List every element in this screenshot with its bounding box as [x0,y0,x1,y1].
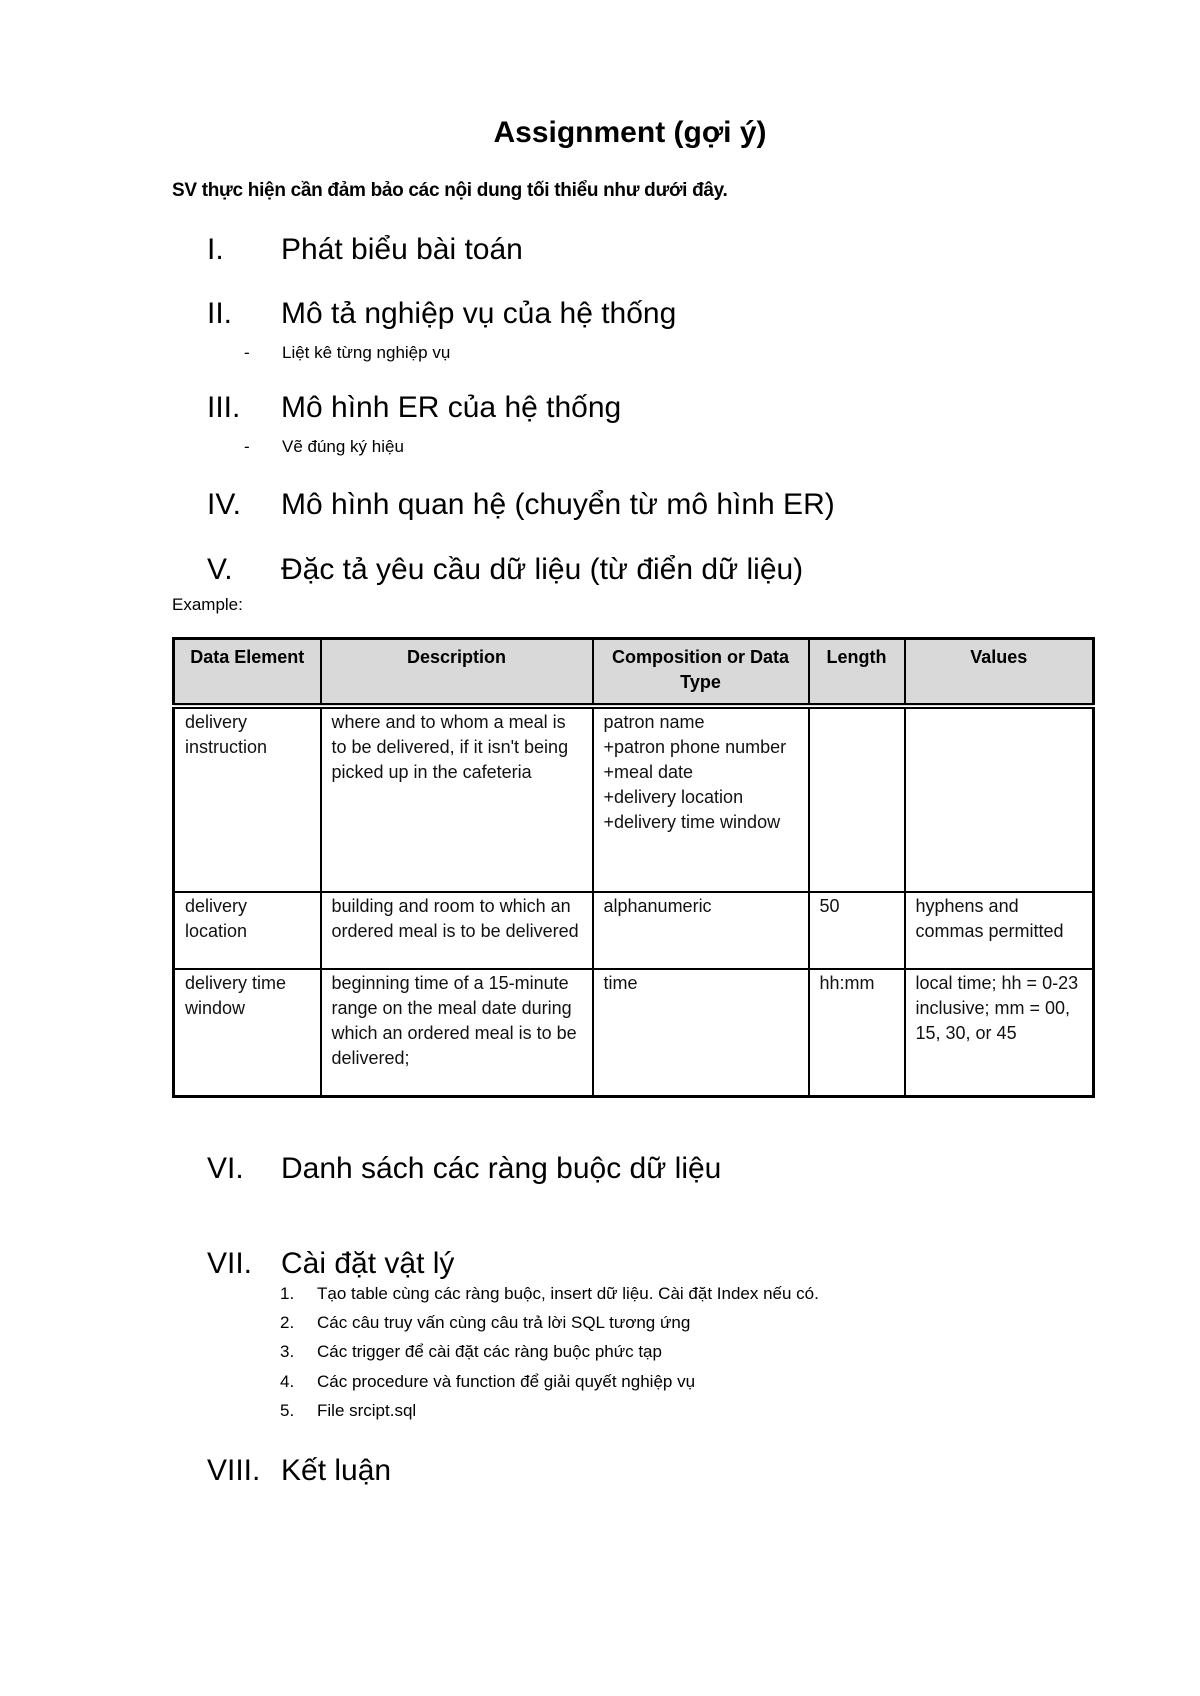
column-header: Data Element [174,639,321,707]
section-number: II. [207,297,233,330]
composition-item: +meal date [603,762,694,782]
section-label: Mô hình ER của hệ thống [281,391,622,424]
description-cell: building and room to which an ordered meal is to be delivered [321,892,593,969]
section-number: III. [207,391,241,424]
step-number: 4. [280,1372,295,1391]
step-text: Các trigger để cài đặt các ràng buộc phức tạp [317,1342,662,1361]
section-label: Đặc tả yêu cầu dữ liệu (từ điển dữ liệu) [281,553,804,586]
document-title: Assignment (gợi ý) [493,116,767,149]
bullet-dash: - [244,437,250,456]
section-label: Danh sách các ràng buộc dữ liệu [281,1152,722,1185]
composition-cell [593,706,809,892]
description-cell: where and to whom a meal is to be delivered, if it isn't being picked up in the cafeteria [321,706,593,892]
section-heading-8 [207,1454,391,1488]
composition-item: alphanumeric [603,896,712,916]
data-element-cell: delivery time window [174,969,321,1097]
values-cell [905,706,1094,892]
section-label: Mô hình quan hệ (chuyển từ mô hình ER) [281,488,835,521]
implementation-step [280,1372,695,1392]
length-cell: 50 [809,892,905,969]
step-number: 1. [280,1284,295,1303]
composition-item: +delivery time window [603,812,781,832]
description-cell: beginning time of a 15-minute range on the meal date during which an ordered meal is to be delivered; [321,969,593,1097]
step-number: 2. [280,1313,295,1332]
section-heading-2 [207,297,676,331]
section-number: VII. [207,1247,253,1280]
composition-item: patron name [603,712,705,732]
bullet-dash: - [244,343,250,362]
section-heading-3 [207,391,621,425]
intro-text: SV thực hiện cần đảm bảo các nội dung tối thiểu như dưới đây. [172,180,728,201]
section-number: I. [207,233,224,266]
step-text: Các câu truy vấn cùng câu trả lời SQL tương ứng [317,1313,691,1332]
section-heading-4 [207,488,835,522]
section-heading-7 [207,1247,454,1281]
implementation-step [280,1342,662,1362]
length-cell [809,706,905,892]
step-number: 3. [280,1342,295,1361]
step-number: 5. [280,1401,295,1420]
composition-cell [593,892,809,969]
example-label: Example: [172,595,243,614]
step-text: File srcipt.sql [317,1401,417,1420]
section-label: Mô tả nghiệp vụ của hệ thống [281,297,677,330]
composition-item: +patron phone number [603,737,787,757]
section-number: VI. [207,1152,244,1185]
implementation-step [280,1313,690,1333]
bullet-text: Vẽ đúng ký hiệu [282,437,404,456]
values-cell: hyphens and commas permitted [905,892,1094,969]
step-text: Tạo table cùng các ràng buộc, insert dữ liệu. Cài đặt Index nếu có. [317,1284,819,1303]
data-element-cell: delivery instruction [174,706,321,892]
section-heading-6 [207,1152,721,1186]
section-3-bullet [244,437,404,457]
section-2-bullet [244,343,450,363]
values-cell: local time; hh = 0-23 inclusive; mm = 00, 15, 30, or 45 [905,969,1094,1097]
implementation-step [280,1401,416,1421]
section-label: Kết luận [281,1454,392,1487]
table-row [174,892,1094,969]
section-number: V. [207,553,233,586]
column-header: Length [809,639,905,707]
bullet-text: Liệt kê từng nghiệp vụ [282,343,451,362]
data-element-cell: delivery location [174,892,321,969]
section-heading-1 [207,233,523,267]
step-text: Các procedure và function để giải quyết nghiệp vụ [317,1372,696,1391]
composition-item: +delivery location [603,787,744,807]
column-header: Description [321,639,593,707]
column-header: Values [905,639,1094,707]
table-row [174,706,1094,892]
section-heading-5 [207,553,803,587]
section-label: Phát biểu bài toán [281,233,523,266]
composition-item: time [603,973,638,993]
table-header-row [174,639,1094,707]
length-cell: hh:mm [809,969,905,1097]
section-number: IV. [207,488,241,521]
composition-cell [593,969,809,1097]
table-row [174,969,1094,1097]
column-header: Composition or Data Type [593,639,809,707]
section-number: VIII. [207,1454,261,1487]
implementation-step [280,1284,819,1304]
section-label: Cài đặt vật lý [281,1247,455,1280]
data-dictionary-table [172,637,1095,1098]
